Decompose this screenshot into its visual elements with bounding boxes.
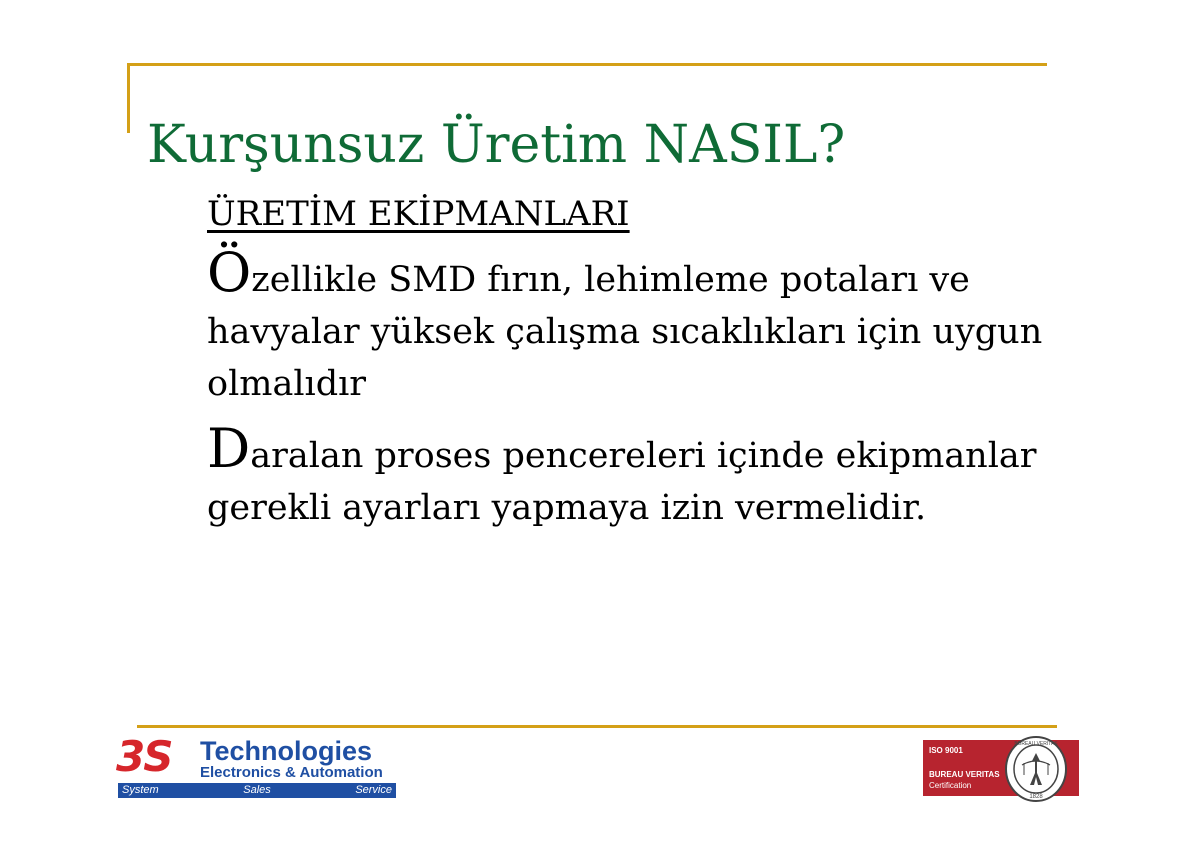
bottom-divider: [137, 725, 1057, 728]
logo-subtitle: Electronics & Automation: [200, 764, 383, 781]
logo-name: Technologies: [200, 736, 373, 766]
title-accent-bar: [127, 63, 130, 133]
section-heading: ÜRETİM EKİPMANLARI: [207, 194, 630, 234]
cert-name: BUREAU VERITAS: [929, 770, 1000, 779]
cert-type: Certification: [929, 781, 972, 790]
logo-mark: 3S: [116, 732, 172, 781]
logo-strip-system: System: [122, 784, 159, 796]
top-divider: [127, 63, 1047, 66]
cert-iso: ISO 9001: [929, 746, 963, 755]
seal-text: BUREAU VERITAS: [1014, 741, 1058, 747]
bureau-veritas-seal-icon: [1004, 735, 1068, 803]
logo-strip-service: Service: [355, 784, 392, 796]
logo-strip-sales: Sales: [243, 784, 271, 796]
paragraph-1-text: zellikle SMD fırın, lehimleme potaları ve havyalar yüksek çalışma sıcaklıkları için uygun olmalıdır: [207, 260, 1043, 404]
paragraph-1-initial: Ö: [207, 241, 252, 304]
paragraph-1: [207, 241, 1047, 410]
paragraph-2-initial: D: [207, 417, 251, 480]
slide-content: [207, 188, 1047, 546]
seal-year: 1828: [1029, 794, 1043, 800]
logo-strip: [118, 783, 396, 798]
slide-title: Kurşunsuz Üretim NASIL?: [147, 114, 846, 175]
paragraph-2-text: aralan proses pencereleri içinde ekipmanlar gerekli ayarları yapmaya izin vermelidir.: [207, 436, 1037, 528]
company-logo: [116, 732, 398, 799]
paragraph-2: [207, 417, 1047, 534]
